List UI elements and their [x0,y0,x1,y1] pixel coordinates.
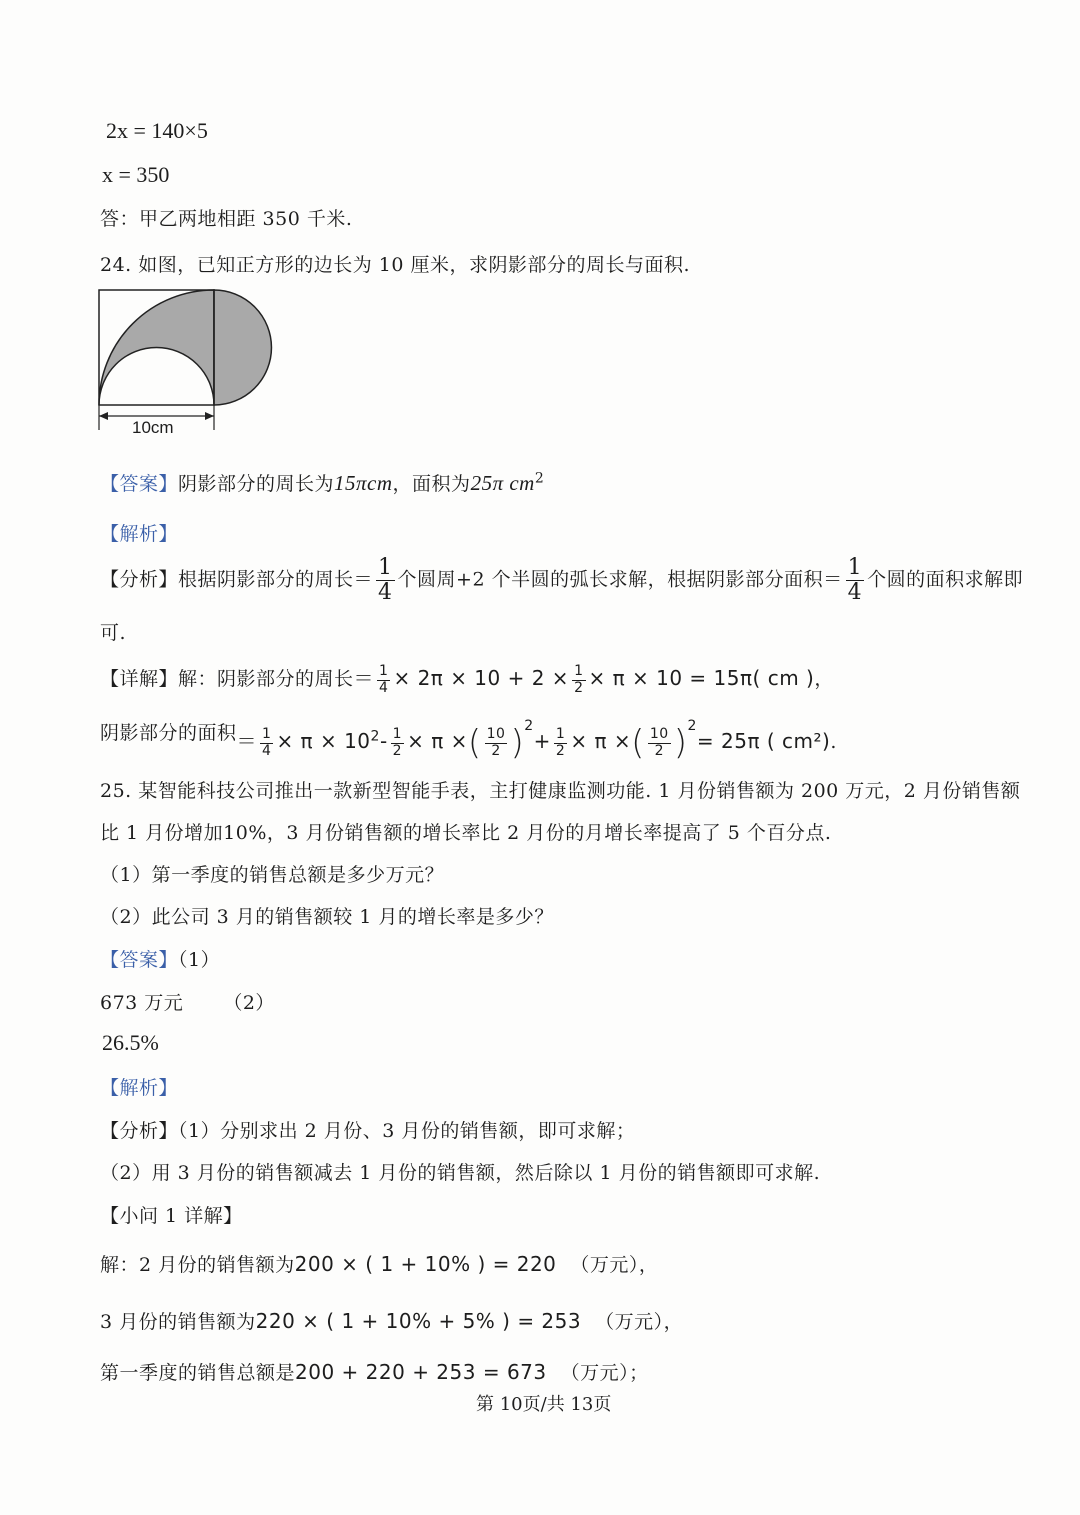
question-25-line2: 比 1 月份增加10%，3 月份销售额的增长率比 2 月份的月增长率提高了 5 个百分点. [100,822,832,844]
solution-eq: 200 × ( 1 + 10% ) = 220 [294,1252,557,1276]
eq-part: × π × [407,729,468,753]
shaded-region-left [99,290,214,405]
answer-text-mid: ，面积为 [392,473,471,495]
eq-part: - [379,729,388,753]
page-footer: 第 10页/共 13页 [476,1394,612,1415]
answer-value-2: 26.5% [102,1030,159,1055]
analysis-tag: 【分析】 [100,1120,179,1142]
solution-line2 [100,1307,683,1334]
fraction-half: $\frac{1}{2}$ [392,726,403,759]
eq-sup: 2 [524,718,534,734]
analysis-text: （1）分别求出 2 月份、3 月份的销售额，即可求解； [178,1120,636,1142]
solution-line3 [100,1358,649,1385]
shaded-region-right [214,290,271,405]
eq-part: × 2π × 10 + 2 × [393,666,570,690]
eq-sup: 2 [370,728,380,745]
question-25-part1: （1）第一季度的销售总额是多少万元？ [100,864,445,886]
eq-punct: ， [814,668,834,690]
analysis-25-line2: （2）用 3 月份的销售额减去 1 月份的销售额，然后除以 1 月份的销售额即可求解. [100,1162,821,1184]
answer-value: 673 万元 [100,992,184,1014]
eq-sup: 2 [687,718,697,734]
fraction-quarter: $\frac{1}{4}$ [847,555,863,606]
fraction-quarter: $\frac{1}{4}$ [262,726,272,759]
solution-eq: 220 × ( 1 + 10% + 5% ) = 253 [255,1309,582,1333]
fraction-half: $\frac{1}{2}$ [574,663,584,696]
answer-text: 阴影部分的周长为 [178,473,335,495]
fraction-ten-half: $\frac{10}{2}$ [649,726,669,759]
solution-text: 3 月份的销售额为 [100,1311,256,1333]
equation-line: x = 350 [102,162,170,187]
fraction-quarter: $\frac{1}{4}$ [378,555,393,606]
analysis-24-cont: 可. [100,622,127,644]
answer-tag: 【答案】 [100,473,179,495]
jiexi-tag: 【解析】 [100,523,179,545]
jiexi-tag: 【解析】 [100,1077,179,1099]
detail-text: 阴影部分的面积 [100,722,237,744]
answer-tag: 【答案】 [100,949,179,971]
fraction-ten-half: $\frac{10}{2}$ [486,726,506,759]
answer-area-sup: 2 [534,470,545,487]
answer-line: 答：甲乙两地相距 350 千米. [100,208,353,230]
eq-part: + [533,729,551,753]
detail-tag: 【详解】 [100,668,179,690]
equation-line: 2x = 140×5 [106,118,208,143]
eq-unit: ( cm ) [752,666,815,690]
question-25-part2: （2）此公司 3 月的销售额较 1 月的增长率是多少？ [100,906,554,928]
solution-eq: 200 + 220 + 253 = 673 [295,1360,547,1384]
eq-part: × π × 10 [276,729,371,753]
fraction-half: $\frac{1}{2}$ [555,726,566,759]
eq-punct: . [830,731,837,753]
answer-24 [100,469,544,496]
solution-line1 [100,1250,658,1277]
answer-part-label: （2） [223,992,275,1014]
analysis-text: 根据阴影部分的周长＝ [178,568,374,591]
question-24: 24. 如图，已知正方形的边长为 10 厘米，求阴影部分的周长与面积. [100,254,691,276]
shaded-figure [95,288,285,440]
answer-25-line2 [100,988,275,1015]
eq-part: × π × [570,729,632,753]
arrow-left-icon [99,412,108,420]
answer-25 [100,945,220,972]
detail-24-line1 [100,662,834,696]
answer-perimeter: 15πcm [334,471,393,495]
question-25-line1: 25. 某智能科技公司推出一款新型智能手表，主打健康监测功能. 1 月份销售额为 200 万元，2 月份销售额 [100,780,1021,802]
subquestion-tag: 【小问 1 详解】 [100,1205,243,1227]
solution-unit: （万元）； [560,1362,649,1384]
solution-text: 第一季度的销售总额是 [100,1362,296,1384]
fraction-quarter: $\frac{1}{4}$ [379,663,389,696]
analysis-text: 个圆周+2 个半圆的弧长求解，根据阴影部分面积＝ [397,568,843,591]
analysis-24 [100,556,1023,605]
eq-part: × π × 10 = 15π [588,666,753,690]
solution-text: 解：2 月份的销售额为 [100,1254,295,1276]
solution-unit: （万元）， [595,1311,684,1333]
eq-part: ＝ [236,729,258,753]
answer-part-label: （1） [178,949,221,971]
figure-label: 10cm [132,418,174,437]
solution-unit: （万元）， [570,1254,659,1276]
eq-part: ＝ [353,666,375,690]
detail-text: 解：阴影部分的周长 [178,668,354,690]
analysis-tag: 【分析】 [100,568,179,591]
arrow-right-icon [205,412,214,420]
eq-part: = 25π ( cm²) [696,729,831,753]
detail-24-line2: 阴影部分的面积＝ $\frac{1}{4}$ × $\pi \times 10^2-$ $\frac{1}{2}$ × π ×( $\frac{10}{2}$ )$^2$+ $\frac{1}{2}$ × π ×( $\frac{10}{2}$ )$^2$= 25π ( cm²). [100,718,837,763]
answer-area: 25π cm [470,471,535,495]
analysis-25-line1 [100,1116,635,1143]
analysis-text: 个圆的面积求解即 [867,568,1024,591]
